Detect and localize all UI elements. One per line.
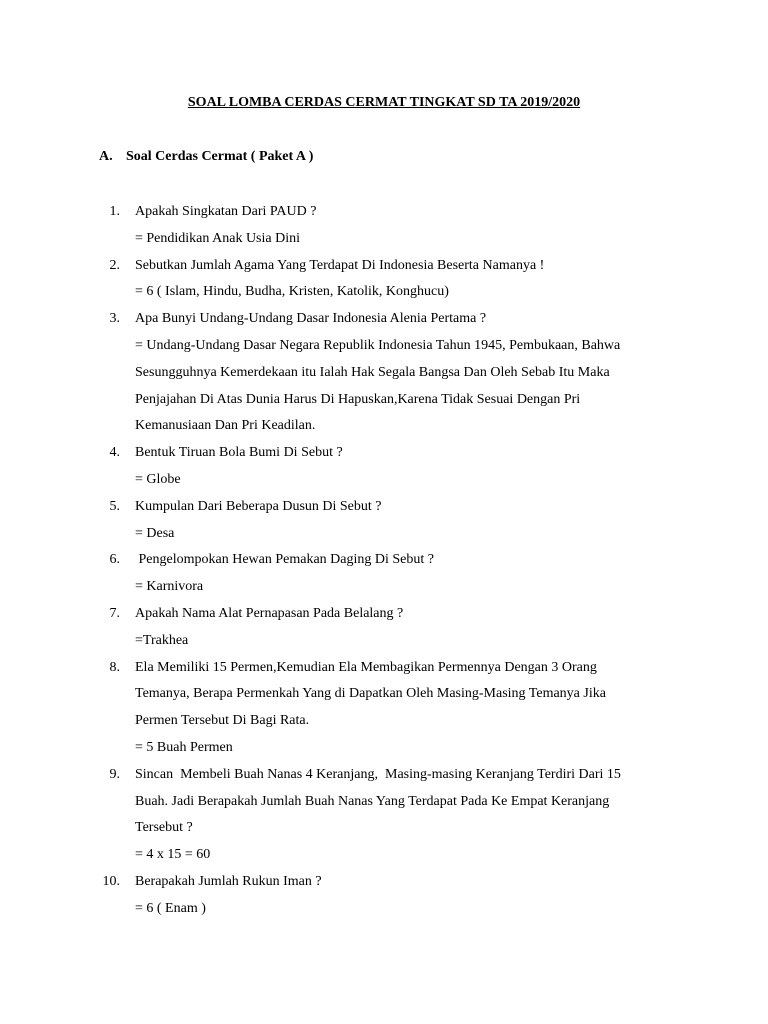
list-item <box>0 440 768 494</box>
list-item <box>0 655 768 762</box>
answer-line <box>0 789 768 816</box>
list-item <box>0 762 768 869</box>
list-item <box>0 869 768 923</box>
question-line <box>0 869 768 896</box>
section-letter: A. <box>99 149 113 164</box>
answer-line <box>0 815 768 842</box>
line-text: = Pendidikan Anak Usia Dini <box>135 230 300 246</box>
line-text: =Trakhea <box>135 632 189 648</box>
item-number: 9. <box>109 766 120 782</box>
line-text: Apakah Singkatan Dari PAUD ? <box>135 204 317 219</box>
line-text: Ela Memiliki 15 Permen,Kemudian Ela Membagikan Permennya Dengan 3 Orang <box>135 659 597 675</box>
item-number: 8. <box>109 659 120 675</box>
line-text: Apakah Nama Alat Pernapasan Pada Belalang ? <box>135 605 404 621</box>
list-item <box>0 494 768 548</box>
line-text: Permen Tersebut Di Bagi Rata. <box>135 713 310 729</box>
answer-line <box>0 842 768 869</box>
line-text: Apa Bunyi Undang-Undang Dasar Indonesia Alenia Pertama ? <box>135 311 487 327</box>
line-text: Penjajahan Di Atas Dunia Harus Di Hapuskan,Karena Tidak Sesuai Dengan Pri <box>135 391 581 407</box>
line-text: Berapakah Jumlah Rukun Iman ? <box>135 873 322 889</box>
line-text: = Karnivora <box>135 579 204 595</box>
list-item <box>0 306 768 440</box>
answer-line <box>0 628 768 655</box>
item-number: 4. <box>109 445 120 461</box>
answer-line <box>0 681 768 708</box>
item-number: 1. <box>109 204 120 219</box>
answer-line <box>0 896 768 923</box>
line-text: = Desa <box>135 525 175 541</box>
line-text: = 5 Buah Permen <box>135 739 233 755</box>
answer-line <box>0 467 768 494</box>
section-label: Soal Cerdas Cermat ( Paket A ) <box>126 149 314 164</box>
question-line <box>0 762 768 789</box>
answer-line <box>0 387 768 414</box>
item-number: 10. <box>102 873 120 889</box>
section-heading <box>99 147 313 167</box>
item-number: 2. <box>109 257 120 273</box>
question-line <box>0 306 768 333</box>
answer-line <box>0 413 768 440</box>
answer-line <box>0 226 768 253</box>
item-number: 7. <box>109 605 120 621</box>
line-text: = Undang-Undang Dasar Negara Republik Indonesia Tahun 1945, Pembukaan, Bahwa <box>135 337 621 353</box>
line-text: Kemanusiaan Dan Pri Keadilan. <box>135 418 316 434</box>
line-text: = 6 ( Enam ) <box>135 900 206 916</box>
list-item <box>0 199 768 253</box>
line-text: = 4 x 15 = 60 <box>135 847 211 863</box>
line-text: Bentuk Tiruan Bola Bumi Di Sebut ? <box>135 445 343 461</box>
question-line <box>0 655 768 682</box>
list-item <box>0 547 768 601</box>
line-text: Sincan Membeli Buah Nanas 4 Keranjang, Masing-masing Keranjang Terdiri Dari 15 <box>135 766 621 782</box>
question-line <box>0 547 768 574</box>
item-number: 3. <box>109 311 120 327</box>
list-item <box>0 601 768 655</box>
list-item <box>0 253 768 307</box>
line-text: Kumpulan Dari Beberapa Dusun Di Sebut ? <box>135 498 382 514</box>
question-line <box>0 601 768 628</box>
answer-line <box>0 521 768 548</box>
line-text: Pengelompokan Hewan Pemakan Daging Di Sebut ? <box>135 552 434 568</box>
item-number: 5. <box>109 498 120 514</box>
line-text: Buah. Jadi Berapakah Jumlah Buah Nanas Yang Terdapat Pada Ke Empat Keranjang <box>135 793 610 809</box>
line-text: Sesungguhnya Kemerdekaan itu Ialah Hak Segala Bangsa Dan Oleh Sebab Itu Maka <box>135 364 610 380</box>
answer-line <box>0 735 768 762</box>
question-line <box>0 440 768 467</box>
answer-line <box>0 708 768 735</box>
line-text: Sebutkan Jumlah Agama Yang Terdapat Di Indonesia Beserta Namanya ! <box>135 257 545 273</box>
answer-line <box>0 279 768 306</box>
line-text: Temanya, Berapa Permenkah Yang di Dapatkan Oleh Masing-Masing Temanya Jika <box>135 686 606 702</box>
answer-line <box>0 333 768 360</box>
answer-line <box>0 360 768 387</box>
line-text: = 6 ( Islam, Hindu, Budha, Kristen, Katolik, Konghucu) <box>135 284 449 300</box>
document-title: SOAL LOMBA CERDAS CERMAT TINGKAT SD TA 2019/2020 <box>187 95 581 110</box>
answer-line <box>0 574 768 601</box>
question-line <box>0 494 768 521</box>
line-text: Tersebut ? <box>135 820 193 836</box>
item-number: 6. <box>109 552 120 568</box>
line-text: = Globe <box>135 471 181 487</box>
question-line <box>0 253 768 280</box>
question-list <box>0 199 768 923</box>
question-line <box>0 199 768 226</box>
